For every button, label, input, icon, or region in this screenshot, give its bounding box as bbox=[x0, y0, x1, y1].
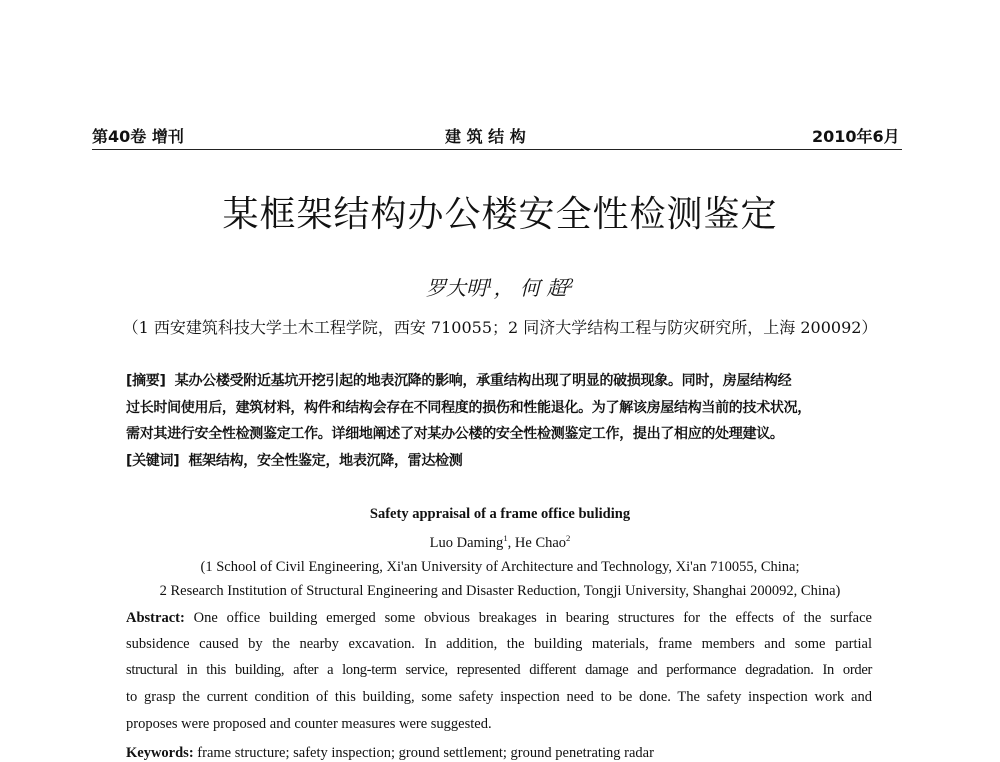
affiliations-cn: （1 西安建筑科技大学土木工程学院，西安 710055；2 同济大学结构工程与防灾研究所，上海 200092） bbox=[122, 318, 878, 337]
abstract-cn-line-2: 过长时间使用后，建筑材料，构件和结构会存在不同程度的损伤和性能退化。为了解该房屋结构当前的技术状况， bbox=[126, 400, 811, 416]
keywords-en bbox=[126, 745, 654, 762]
keywords-en-label: Keywords: bbox=[126, 745, 194, 761]
affiliation-en-1: (1 School of Civil Engineering, Xi'an University of Architecture and Technology, Xi'an 710055, China; bbox=[200, 559, 800, 575]
authors-en bbox=[0, 533, 1000, 552]
author-en-1-mark: 1 bbox=[503, 533, 508, 543]
author-2: 何 超 bbox=[520, 276, 567, 300]
author-en-sep: , bbox=[507, 534, 515, 551]
paper-title-cn: 某框架结构办公楼安全性检测鉴定 bbox=[222, 194, 778, 235]
keywords-cn bbox=[126, 450, 462, 470]
author-1-mark: 1 bbox=[486, 276, 494, 291]
keywords-cn-text: 框架结构，安全性鉴定，地表沉降，雷达检测 bbox=[188, 453, 463, 469]
abstract-en-line-4: to grasp the current condition of this building, some safety inspection need to be done. The safety inspection work and bbox=[126, 689, 872, 705]
abstract-en-line-5: proposes were proposed and counter measures were suggested. bbox=[126, 716, 492, 732]
journal-volume: 第40卷 增刊 bbox=[92, 127, 184, 146]
authors-cn bbox=[0, 272, 1000, 301]
author-en-1: Luo Daming bbox=[429, 534, 504, 551]
author-1: 罗大明 bbox=[426, 276, 486, 300]
keywords-en-text: frame structure; safety inspection; ground settlement; ground penetrating radar bbox=[197, 745, 654, 761]
author-sep: ， bbox=[493, 276, 514, 300]
abstract-cn-label: [摘要] bbox=[126, 373, 166, 389]
author-en-2: He Chao bbox=[514, 534, 567, 551]
abstract-en-line-2: subsidence caused by the nearby excavation. In addition, the building materials, frame members and some partial bbox=[126, 636, 872, 652]
abstract-en-line-3: structural in this building, after a long-term service, represented different damage and performance degradation. In order bbox=[126, 662, 872, 678]
author-en-2-mark: 2 bbox=[566, 533, 571, 543]
affiliation-en-2: 2 Research Institution of Structural Engineering and Disaster Reduction, Tongji University, Shanghai 200092, China) bbox=[159, 583, 841, 599]
journal-name: 建 筑 结 构 bbox=[445, 127, 526, 146]
abstract-en-label: Abstract: bbox=[126, 610, 185, 626]
abstract-cn-text: 某办公楼受附近基坑开挖引起的地表沉降的影响，承重结构出现了明显的破损现象。同时，房屋结构经 bbox=[174, 373, 792, 389]
keywords-cn-label: [关键词] bbox=[126, 453, 180, 469]
journal-date: 2010年6月 bbox=[812, 127, 900, 146]
abstract-en-line-1 bbox=[126, 610, 872, 627]
abstract-en-text: One office building emerged some obvious breakages in bearing structures for the effects of the surface bbox=[193, 610, 872, 626]
abstract-cn-line-3: 需对其进行安全性检测鉴定工作。详细地阐述了对某办公楼的安全性检测鉴定工作，提出了相应的处理建议。 bbox=[126, 426, 784, 442]
abstract-cn-line-1 bbox=[126, 370, 791, 390]
paper-title-en: Safety appraisal of a frame office buliding bbox=[369, 506, 631, 522]
author-2-mark: 2 bbox=[566, 276, 574, 291]
header-rule bbox=[92, 149, 902, 150]
